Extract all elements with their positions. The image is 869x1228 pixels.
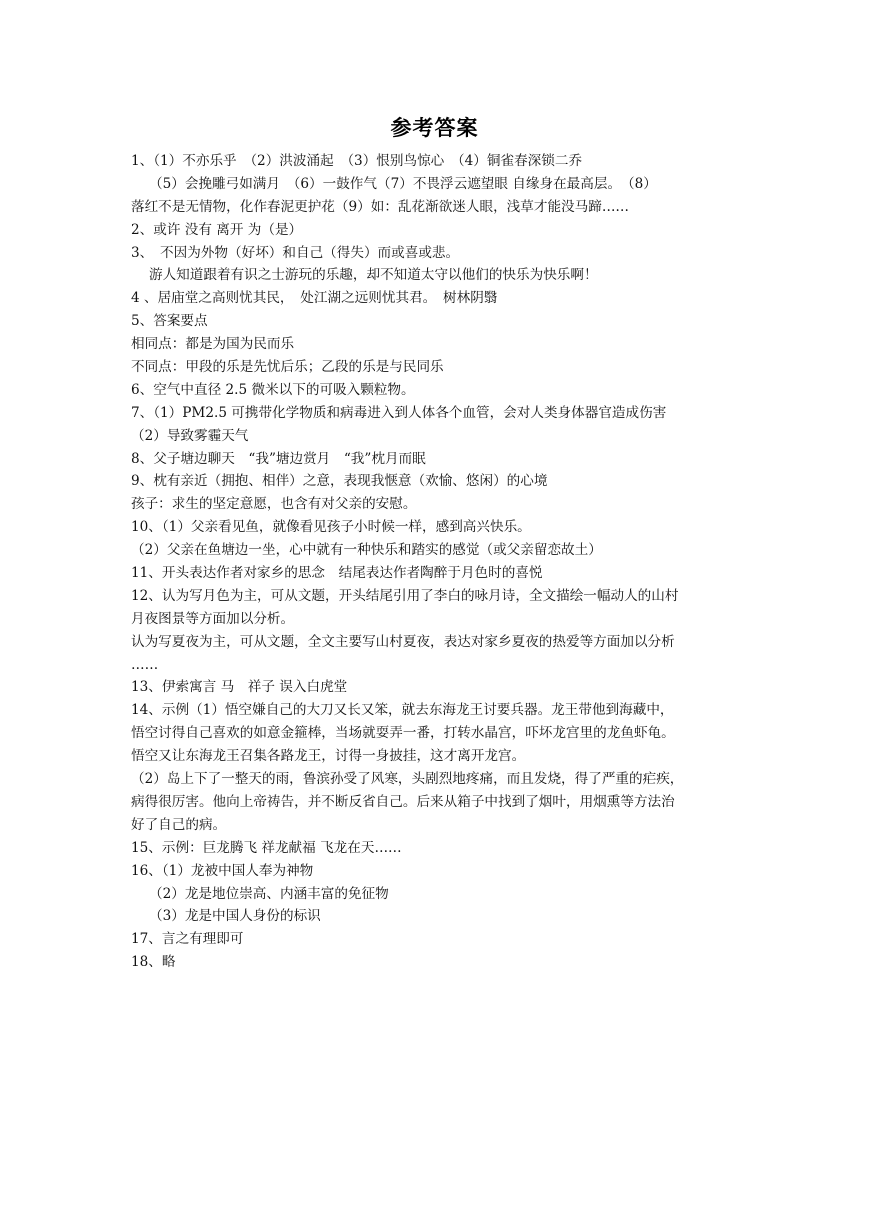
answer-line: 9、枕有亲近（拥抱、相伴）之意，表现我惬意（欢愉、悠闲）的心境 <box>131 473 548 490</box>
answer-line: 认为写夏夜为主，可从文题，全文主要写山村夏夜，表达对家乡夏夜的热爱等方面加以分析 <box>131 633 675 650</box>
answer-line: 游人知道跟着有识之士游玩的乐趣，却不知道太守以他们的快乐为快乐啊！ <box>149 267 598 284</box>
answer-line: 病得很厉害。他向上帝祷告，并不断反省自己。后来从箱子中找到了烟叶，用烟熏等方法治 <box>131 793 675 810</box>
answer-line: （2）龙是地位崇高、内涵丰富的免征物 <box>149 885 389 902</box>
answer-line: 1、（1）不亦乐乎 （2）洪波涌起 （3）恨别鸟惊心 （4）铜雀春深锁二乔 <box>131 153 583 169</box>
answer-line: 18、略 <box>131 954 176 971</box>
answer-line: 孩子：求生的坚定意愿，也含有对父亲的安慰。 <box>131 496 417 513</box>
answer-line: 11、开头表达作者对家乡的思念 结尾表达作者陶醉于月色时的喜悦 <box>131 565 543 582</box>
answer-line: 落红不是无情物，化作春泥更护花（9）如：乱花渐欲迷人眼，浅草才能没马蹄…… <box>131 198 630 215</box>
answer-line: 16、（1）龙被中国人奉为神物 <box>131 862 314 879</box>
answer-line: （5）会挽雕弓如满月 （6）一鼓作气（7）不畏浮云遮望眼 自缘身在最高层。 （8） <box>149 175 657 192</box>
answer-line: 7、（1）PM2.5 可携带化学物质和病毒进入到人体各个血管，会对人类身体器官造成伤害 <box>131 404 667 421</box>
answer-line: 5、答案要点 <box>131 313 208 330</box>
answer-line: 相同点：都是为国为民而乐 <box>131 336 295 353</box>
answer-line: （3）龙是中国人身份的标识 <box>149 908 321 925</box>
page-title: 参考答案 <box>390 116 479 140</box>
answer-line: 2、或许 没有 离开 为（是） <box>131 221 303 238</box>
answer-line: 悟空又让东海龙王召集各路龙王，讨得一身披挂，这才离开龙宫。 <box>131 748 526 765</box>
answer-line: 8、父子塘边聊天 “我”塘边赏月 “我”枕月而眠 <box>131 450 426 467</box>
answer-line: 14、示例（1）悟空嫌自己的大刀又长又笨，就去东海龙王讨要兵器。龙王带他到海藏中， <box>131 702 674 719</box>
answer-line: 月夜图景等方面加以分析。 <box>131 610 295 627</box>
answer-line: 10、（1）父亲看见鱼，就像看见孩子小时候一样，感到高兴快乐。 <box>131 519 531 536</box>
answer-line: 13、伊索寓言 马 祥子 误入白虎堂 <box>131 679 348 696</box>
answer-line: 12、认为写月色为主，可从文题，开头结尾引用了李白的咏月诗，全文描绘一幅动人的山村 <box>131 587 679 604</box>
answer-line: 悟空讨得自己喜欢的如意金箍棒，当场就耍弄一番，打转水晶宫，吓坏龙宫里的龙鱼虾龟。 <box>131 725 675 742</box>
answer-line: （2）导致雾霾天气 <box>131 427 249 444</box>
answer-line: 好了自己的病。 <box>131 816 227 833</box>
answer-line: （2）岛上下了一整天的雨，鲁滨孙受了风寒，头剧烈地疼痛，而且发烧，得了严重的疟疾， <box>131 771 684 788</box>
answer-line: 17、言之有理即可 <box>131 931 244 948</box>
answer-line: （2）父亲在鱼塘边一坐，心中就有一种快乐和踏实的感觉（或父亲留恋故土） <box>131 542 602 559</box>
answer-line: 15、示例：巨龙腾飞 祥龙献福 飞龙在天…… <box>131 839 402 856</box>
answer-line: 6、空气中直径 2.5 微米以下的可吸入颗粒物。 <box>131 381 415 398</box>
answer-body <box>131 150 743 974</box>
answer-line: …… <box>131 656 159 673</box>
answer-line: 不同点：甲段的乐是先忧后乐；乙段的乐是与民同乐 <box>131 359 444 376</box>
answer-line: 4 、居庙堂之高则忧其民， 处江湖之远则忧其君。 树林阴翳 <box>131 290 498 307</box>
answer-line: 3、 不因为外物（好坏）和自己（得失）而或喜或悲。 <box>131 244 460 261</box>
